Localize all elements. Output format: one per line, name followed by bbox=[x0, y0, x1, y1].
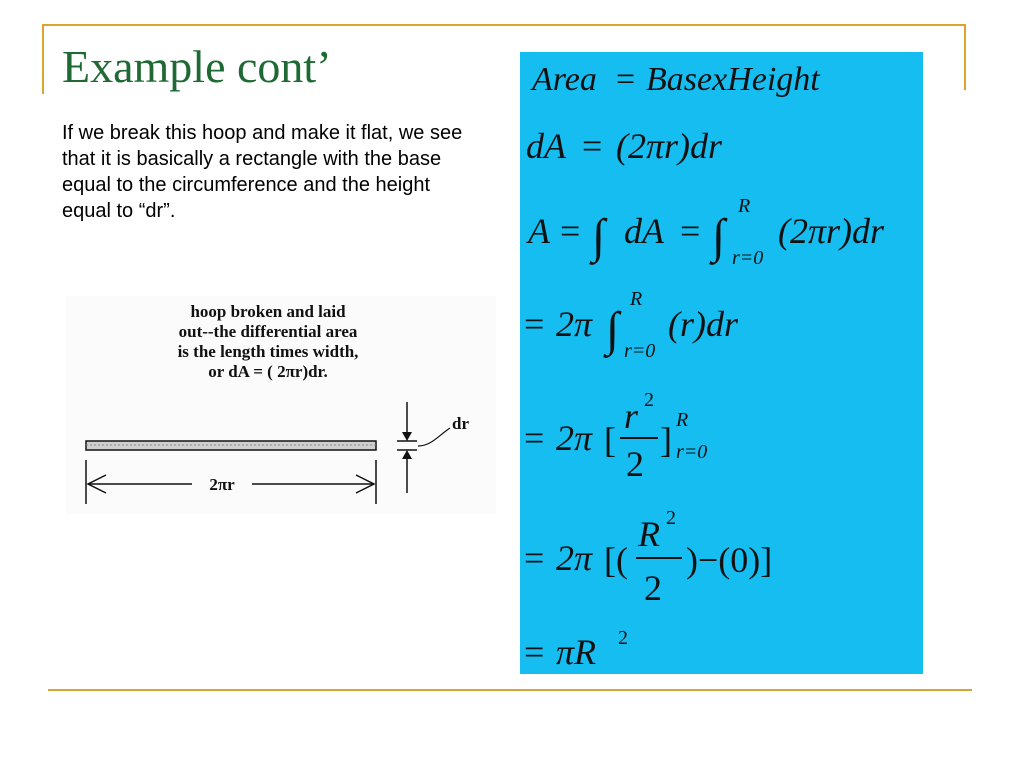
caption-line-1: hoop broken and laid bbox=[190, 302, 346, 321]
eq2-equals: = bbox=[582, 126, 603, 166]
eq3-integral-2: ∫ bbox=[712, 210, 726, 263]
eq7-result: πR bbox=[556, 632, 597, 672]
caption-line-2: out--the differential area bbox=[178, 322, 358, 341]
equation-dA bbox=[526, 126, 723, 166]
eq5-lower: r=0 bbox=[676, 441, 708, 463]
hoop-diagram bbox=[66, 296, 496, 514]
eq4-coef: 2π bbox=[556, 304, 593, 344]
caption-line-3: is the length times width, bbox=[177, 342, 359, 361]
equation-r-squared-over-2 bbox=[524, 389, 707, 484]
eq6-equals: = bbox=[524, 538, 545, 578]
left-rule bbox=[42, 24, 44, 94]
eq6-numerator: R bbox=[638, 514, 660, 554]
eq7-exponent: 2 bbox=[618, 627, 628, 649]
eq6-coef: 2π bbox=[556, 538, 593, 578]
eq3-lhs: A bbox=[528, 211, 550, 251]
bottom-rule bbox=[48, 689, 972, 691]
eq3-mid: dA bbox=[624, 211, 664, 251]
eq5-upper: R bbox=[676, 409, 689, 431]
eq4-lower: r=0 bbox=[624, 340, 656, 362]
eq4-integral: ∫ bbox=[606, 303, 620, 356]
eq5-numerator: r bbox=[624, 396, 639, 436]
length-label: 2πr bbox=[209, 475, 235, 494]
equation-R-squared-minus-zero bbox=[524, 507, 772, 608]
eq3-lower: r=0 bbox=[732, 247, 764, 269]
eq6-denominator: 2 bbox=[644, 568, 662, 608]
eq1-rhs: BasexHeight bbox=[646, 61, 820, 98]
eq1-lhs: Area bbox=[532, 61, 597, 98]
eq4-equals: = bbox=[524, 304, 545, 344]
eq3-integrand: (2πr)dr bbox=[778, 211, 885, 251]
eq4-upper: R bbox=[630, 288, 643, 310]
equation-result bbox=[524, 627, 628, 672]
dr-arrowhead-top bbox=[402, 432, 412, 441]
eq2-lhs: dA bbox=[526, 126, 566, 166]
eq5-equals: = bbox=[524, 418, 545, 458]
eq1-equals: = bbox=[616, 61, 636, 98]
eq3-equals-1: = bbox=[560, 211, 581, 251]
eq5-close-bracket: ] bbox=[660, 420, 672, 460]
equation-integral bbox=[526, 195, 885, 269]
dr-label: dr bbox=[452, 414, 469, 433]
eq3-integral-1: ∫ bbox=[592, 210, 606, 263]
equation-panel bbox=[520, 52, 923, 674]
slide-title: Example cont’ bbox=[62, 41, 332, 92]
eq6-tail: )−(0)] bbox=[686, 540, 773, 580]
equation-area-base-height bbox=[530, 61, 821, 98]
right-rule bbox=[964, 24, 966, 90]
eq2-rhs: (2πr)dr bbox=[616, 126, 723, 166]
eq4-integrand: (r)dr bbox=[668, 304, 738, 344]
caption-line-4: or dA = ( 2πr)dr. bbox=[208, 362, 328, 381]
eq5-open-bracket: [ bbox=[604, 420, 616, 460]
eq5-coef: 2π bbox=[556, 418, 593, 458]
eq3-upper: R bbox=[738, 195, 751, 217]
dr-arrowhead-bottom bbox=[402, 450, 412, 459]
eq7-equals: = bbox=[524, 632, 545, 672]
eq5-exponent: 2 bbox=[644, 389, 654, 411]
eq5-denominator: 2 bbox=[626, 444, 644, 484]
dr-leader bbox=[418, 428, 450, 446]
eq3-equals-2: = bbox=[680, 211, 701, 251]
eq6-open: [( bbox=[604, 540, 628, 580]
slide-body-text: If we break this hoop and make it flat, we see that it is basically a rectangle with the base equal to the circumference and the height equal to “dr”. bbox=[62, 122, 463, 222]
eq6-exponent: 2 bbox=[666, 507, 676, 529]
equation-2pi-integral bbox=[524, 288, 739, 362]
top-rule bbox=[42, 24, 966, 26]
